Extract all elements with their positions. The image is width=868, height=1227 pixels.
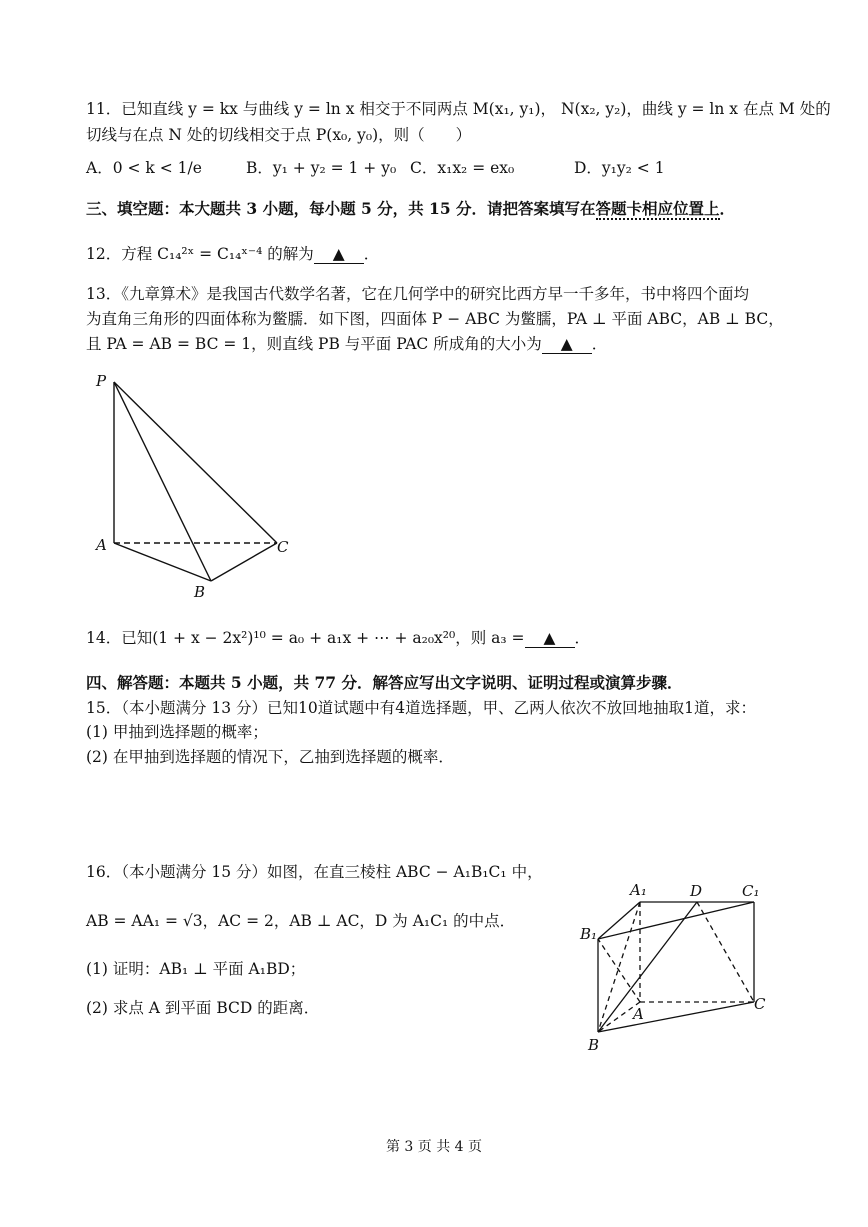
edge-b1c1: [598, 902, 754, 939]
edge-pc: [114, 382, 277, 543]
q16-stem: 16．（本小题满分 15 分）如图，在直三棱柱 ABC − A₁B₁C₁ 中，: [86, 863, 543, 881]
vertex-label-c: C: [277, 538, 289, 556]
vertex-label-a: A: [96, 536, 107, 554]
section3-emphasis: 答题卡相应位置上: [595, 199, 720, 218]
q11-option-d: D．y₁y₂ < 1: [574, 159, 665, 177]
q15-stem: 15．（本小题满分 13 分）已知10道试题中有4道选择题，甲、乙两人依次不放回地抽取1道，求：: [86, 699, 756, 717]
q11-option-b: B．y₁ + y₂ = 1 + y₀: [246, 159, 397, 177]
vertex-label-a: A: [633, 1005, 644, 1023]
q14-suffix: ．: [574, 629, 591, 647]
vertex-label-a1: A₁: [630, 881, 647, 899]
q13-answer-blank: ▲: [542, 335, 592, 354]
q11-stem-line2: 切线与在点 N 处的切线相交于点 P(x₀, y₀)，则（ ）: [86, 126, 472, 144]
edge-bd: [598, 902, 697, 1032]
vertex-label-d: D: [690, 882, 703, 900]
q13-stem-line2: 为直角三角形的四面体称为鳖臑．如下图，四面体 P − ABC 为鳖臑，PA ⊥ 平面 ABC，AB ⊥ BC，: [86, 310, 784, 328]
edge-bc: [211, 543, 277, 581]
edge-pb: [114, 382, 211, 581]
q15-part1: (1) 甲抽到选择题的概率；: [86, 723, 268, 741]
page-footer: 第 3 页 共 4 页: [385, 1139, 483, 1155]
q12: [86, 243, 379, 265]
q14: [86, 627, 590, 649]
edge-dc-hidden: [697, 902, 754, 1002]
vertex-label-p: P: [96, 372, 107, 390]
q13-stem-line3: [86, 333, 607, 355]
prism-figure: [578, 880, 778, 1055]
q16-part2: (2) 求点 A 到平面 BCD 的距离．: [86, 999, 320, 1017]
vertex-label-b1: B₁: [580, 925, 598, 943]
vertex-label-b: B: [194, 583, 206, 601]
q14-stem: 14．已知(1 + x − 2x²)¹⁰ = a₀ + a₁x + ⋯ + a₂₀x²⁰，则 a₃ =: [86, 629, 525, 647]
tetrahedron-figure: [90, 370, 310, 605]
q13-suffix: ．: [591, 335, 608, 353]
section4-heading: 四、解答题：本题共 5 小题，共 77 分．解答应写出文字说明、证明过程或演算步骤．: [86, 673, 683, 692]
q12-answer-blank: ▲: [314, 245, 364, 264]
q14-answer-blank: ▲: [525, 629, 575, 648]
q13-stem-line3-text: 且 PA = AB = BC = 1，则直线 PB 与平面 PAC 所成角的大小为: [86, 335, 542, 353]
edge-bc: [598, 1002, 754, 1032]
q12-suffix: ．: [363, 245, 380, 263]
q12-stem: 12．方程 C₁₄²ˣ = C₁₄ˣ⁻⁴ 的解为: [86, 245, 314, 263]
section3-heading: [86, 198, 735, 220]
edge-ab1-hidden: [598, 939, 640, 1002]
edge-ab: [114, 543, 211, 581]
q16-conditions: AB = AA₁ = √3，AC = 2，AB ⊥ AC，D 为 A₁C₁ 的中点．: [86, 912, 516, 930]
q11-stem-line1: 11．已知直线 y = kx 与曲线 y = ln x 相交于不同两点 M(x₁, y₁)， N(x₂, y₂)，曲线 y = ln x 在点 M 处的: [86, 100, 831, 118]
vertex-label-b: B: [588, 1036, 600, 1054]
q16-part1: (1) 证明：AB₁ ⊥ 平面 A₁BD；: [86, 960, 306, 978]
section3-heading-text: 三、填空题：本大题共 3 小题，每小题 5 分，共 15 分．请把答案填写在: [86, 199, 596, 218]
q11-option-c: C．x₁x₂ = ex₀: [410, 159, 515, 177]
vertex-label-c1: C₁: [742, 882, 760, 900]
vertex-label-c: C: [754, 995, 766, 1013]
q13-stem-line1: 13．《九章算术》是我国古代数学名著，它在几何学中的研究比西方早一千多年，书中将四个面均: [86, 285, 749, 303]
q15-part2: (2) 在甲抽到选择题的情况下，乙抽到选择题的概率．: [86, 748, 454, 766]
q11-option-a: A．0 < k < 1/e: [86, 159, 202, 177]
section3-tail: ．: [719, 199, 736, 218]
